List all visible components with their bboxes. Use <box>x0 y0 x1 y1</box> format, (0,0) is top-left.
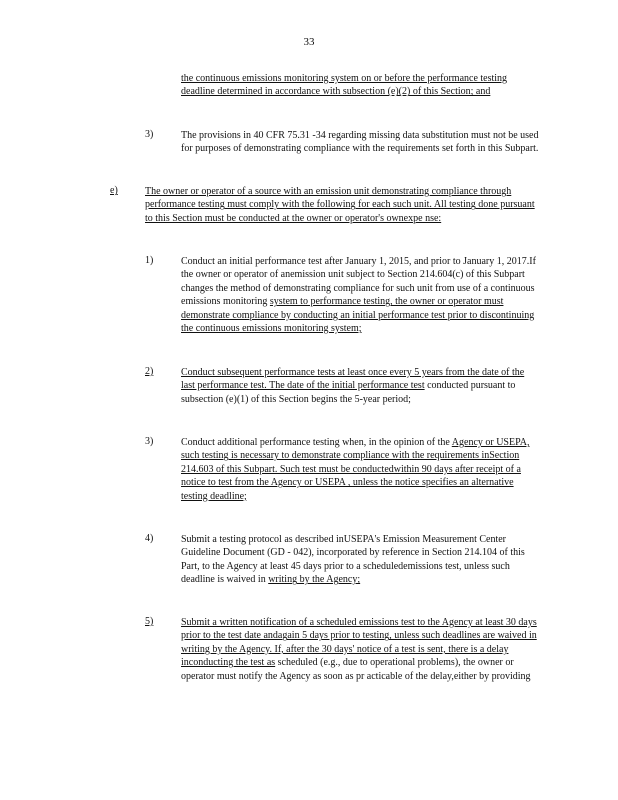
item-label: 5) <box>145 616 154 627</box>
item-label: 3) <box>145 436 154 447</box>
item-text <box>181 255 539 335</box>
item-text <box>181 366 539 406</box>
intro-underlined-text: the continuous emissions monitoring system on or before the performance testing deadline determined in accordance with subsection (e)(2) of this Section; and <box>181 73 508 98</box>
page-number: 33 <box>303 36 315 48</box>
item-plain-text: Conduct an initial performance test after January 1, 2015, and prior to January 1, 2017.If the owner or operator of anemission unit subject to Section 214.604(c) of this Subpart changes the method of demonstrating compliance for such unit from use of a continuous emissions monitoring <box>181 256 536 308</box>
item-text: The provisions in 40 CFR 75.31 -34 regarding missing data substitution must not be used for purposes of demonstrating compliance with the requirements set forth in this Subpart. <box>181 130 539 155</box>
item-underlined-text: system to performance testing, the owner or operator must demonstrate compliance by conducting an initial performance test prior to discontinuing the continuous emissions monitoring system; <box>181 296 535 335</box>
item-text <box>181 533 539 587</box>
item-label: 2) <box>145 366 154 377</box>
section-e-paragraph <box>145 185 540 225</box>
item-plain-text: Submit a testing protocol as described inUSEPA's Emission Measurement Center Guideline Document (GD - 042), incorporated by reference in Section 214.104 of this Part, to the Agency at least 45 days prior to a scheduledemissions test, unless such deadline is waived in <box>181 534 525 586</box>
section-e-label: e) <box>110 185 118 196</box>
item-underlined-text: writing by the Agency; <box>268 574 361 586</box>
item-text <box>181 436 539 503</box>
section-e-underlined-text: The owner or operator of a source with an emission unit demonstrating compliance through performance testing must comply with the following for each such unit. All testing done pursuant to this Section must be conducted at the owner or operator's ownexpe nse: <box>145 186 535 224</box>
intro-paragraph <box>181 72 539 99</box>
item-underlined-text: Conduct subsequent performance tests at least once every 5 years from the date of the last performance test. The date of the initial performance test <box>181 367 525 392</box>
item-plain-text: Conduct additional performance testing when, in the opinion of the <box>181 437 452 448</box>
item-label: 3) <box>145 129 154 140</box>
item-plain-text: conducted pursuant to subsection (e)(1) of this Section begins the 5-year period; <box>181 380 516 405</box>
item-label: 4) <box>145 533 154 544</box>
item-underlined-text: Submit a written notification of a scheduled emissions test to the Agency at least 30 days prior to the test date andagain 5 days prior to testing, unless such deadlines are waived in writing by the Agency. If, after the 30 days' notice of a test is sent, there is a delay inconducting the test as <box>181 617 537 669</box>
item-label: 1) <box>145 255 154 266</box>
item-plain-text: scheduled (e.g., due to operational problems), the owner or operator must notify the Agency as soon as pr acticable of the delay,either by providing <box>181 657 531 682</box>
item-text <box>181 616 539 683</box>
item-underlined-text: Agency or USEPA, such testing is necessary to demonstrate compliance with the requirements inSection 214.603 of this Subpart. Such test must be conductedwithin 90 days after receipt of a notice to test from the Agency or USEPA , unless the notice specifies an alternative testing deadline; <box>181 437 530 502</box>
